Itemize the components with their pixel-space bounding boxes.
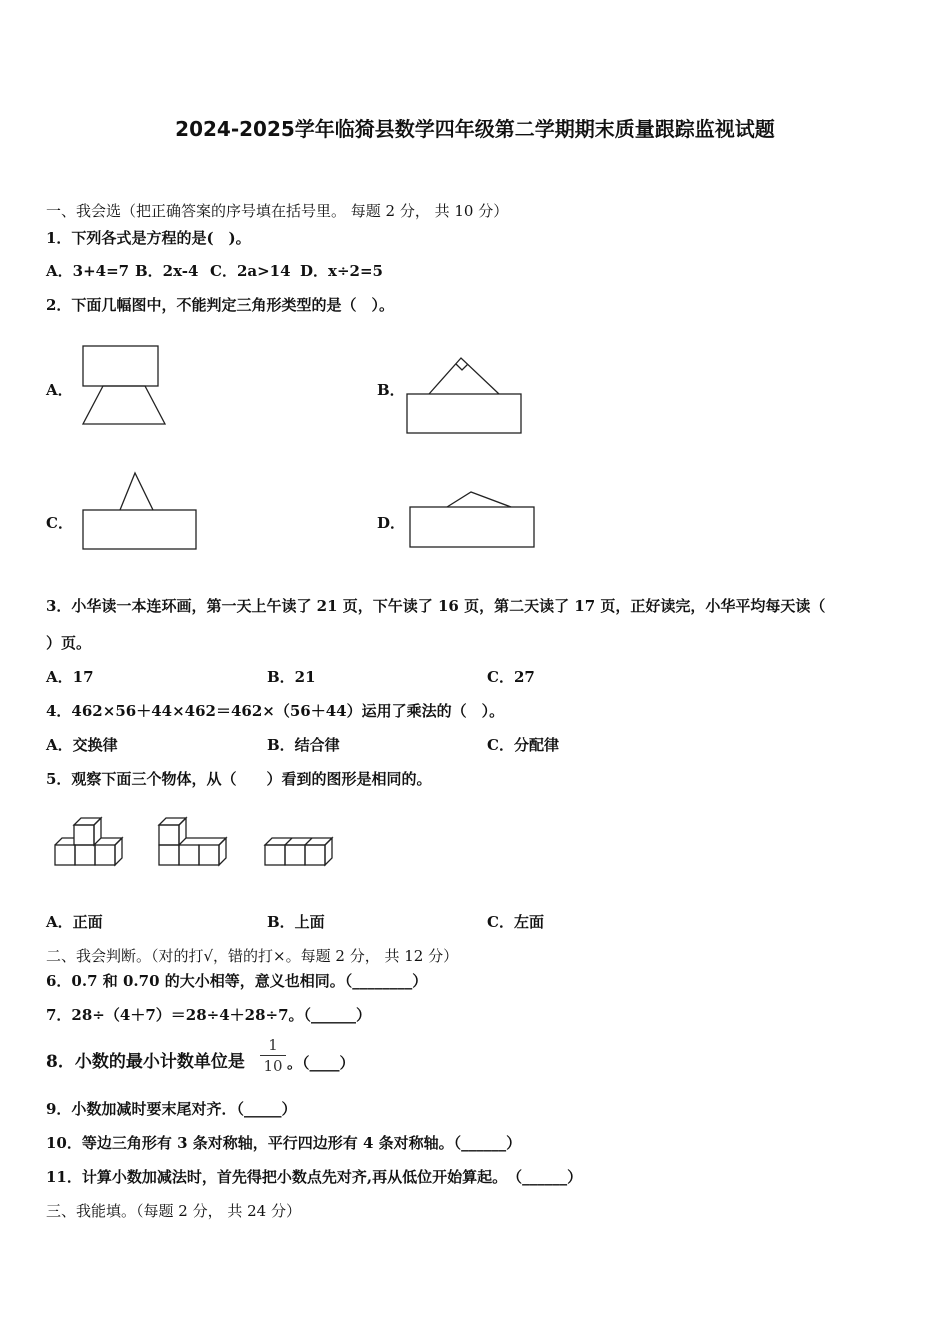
q2-label-c: C． <box>46 514 73 532</box>
page-title: 2024-2025学年临猗县数学四年级第二学期期末质量跟踪监视试题 <box>175 117 775 141</box>
q2-figure-a <box>80 344 170 428</box>
q6-stem: 6．0.7 和 0.70 的大小相等，意义也相同。（________） <box>46 972 428 990</box>
q3-option-c: C．27 <box>487 668 535 686</box>
section2-heading: 二、我会判断。（对的打√，错的打×。每题 2 分， 共 12 分） <box>46 947 459 965</box>
q2-figure-c-triangle <box>120 473 153 510</box>
q5-stem: 5．观察下面三个物体，从（ ）看到的图形是相同的。 <box>46 770 432 788</box>
q5-cubes-object-1 <box>52 814 132 872</box>
q2-figure-b-rect <box>407 394 521 433</box>
q3-option-a: A．17 <box>46 668 94 686</box>
q2-figure-c <box>80 470 200 554</box>
q4-option-a: A．交换律 <box>46 736 118 754</box>
q2-figure-c-rect <box>83 510 196 549</box>
q1-option-d: D．x÷2=5 <box>300 262 383 280</box>
q3-stem-line1: 3．小华读一本连环画，第一天上午读了 21 页，下午读了 16 页，第二天读了 17 页，正好读完，小华平均每天读（ <box>46 597 826 615</box>
q8-fraction-denominator: 10 <box>263 1057 283 1075</box>
q2-figure-d-triangle <box>447 492 511 507</box>
q2-figure-d <box>407 488 539 552</box>
q2-label-a: A． <box>46 381 73 399</box>
q5-option-a: A．正面 <box>46 913 103 931</box>
section3-heading: 三、我能填。（每题 2 分， 共 24 分） <box>46 1202 301 1220</box>
q2-figure-b <box>404 354 526 436</box>
q3-option-b: B．21 <box>267 668 316 686</box>
q1-option-b: B．2x-4 <box>135 262 199 280</box>
q1-option-a: A．3+4=7 <box>46 262 130 280</box>
q2-figure-d-rect <box>410 507 534 547</box>
q2-figure-a-rect <box>83 346 158 386</box>
q8-stem: 8．小数的最小计数单位是 <box>46 1052 245 1072</box>
q8-fraction-numerator: 1 <box>268 1036 278 1054</box>
q11-stem: 11．计算小数加减法时，首先得把小数点先对齐,再从低位开始算起。 （______） <box>46 1168 583 1186</box>
q8-fraction-bar <box>260 1055 286 1056</box>
q5-cubes-object-3 <box>262 832 342 872</box>
q2-label-d: D． <box>377 514 406 532</box>
q4-stem: 4．462×56＋44×462＝462×（56＋44）运用了乘法的（ ）。 <box>46 702 505 720</box>
q9-stem: 9．小数加减时要末尾对齐．（_____） <box>46 1100 297 1118</box>
section1-heading: 一、我会选（把正确答案的序号填在括号里。 每题 2 分， 共 10 分） <box>46 202 509 220</box>
q4-option-c: C．分配律 <box>487 736 559 754</box>
q2-label-b: B． <box>377 381 405 399</box>
q8-blank: 。（____） <box>287 1054 355 1072</box>
q2-figure-b-right-angle-mark <box>456 364 468 370</box>
q5-cubes-object-2 <box>156 814 238 872</box>
q1-stem: 1．下列各式是方程的是( )。 <box>46 229 251 247</box>
q2-stem: 2．下面几幅图中，不能判定三角形类型的是（ ）。 <box>46 296 394 314</box>
q2-figure-a-trapezoid <box>83 386 165 424</box>
q5-option-c: C．左面 <box>487 913 544 931</box>
q1-option-c: C．2a>14 <box>210 262 291 280</box>
q10-stem: 10．等边三角形有 3 条对称轴，平行四边形有 4 条对称轴。（______） <box>46 1134 522 1152</box>
q3-stem-line2: ）页。 <box>46 634 92 652</box>
q2-figure-b-triangle <box>429 358 499 394</box>
q8-fraction <box>260 1036 286 1075</box>
q5-option-b: B．上面 <box>267 913 325 931</box>
q4-option-b: B．结合律 <box>267 736 340 754</box>
q7-stem: 7．28÷（4＋7）＝28÷4＋28÷7。（______） <box>46 1006 372 1024</box>
